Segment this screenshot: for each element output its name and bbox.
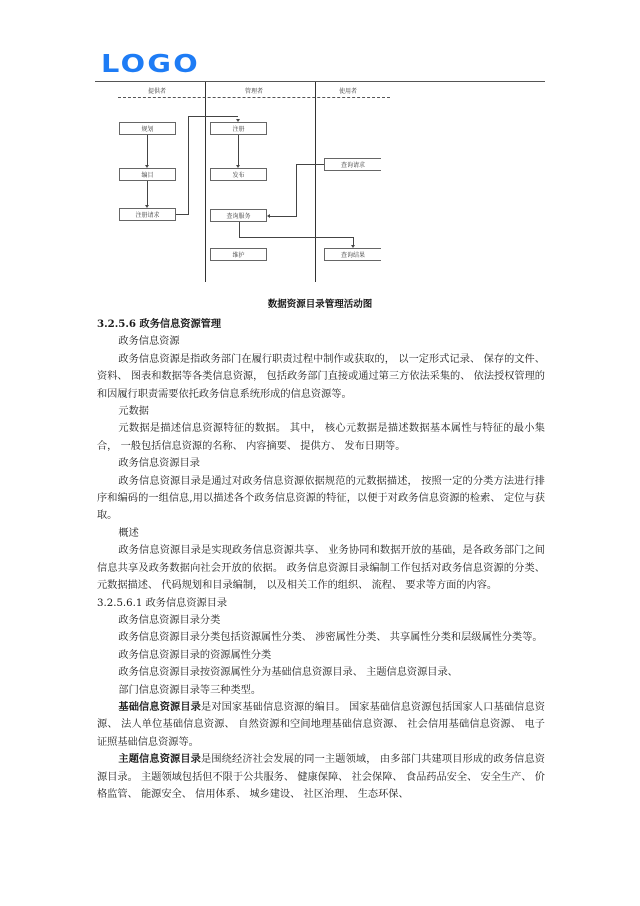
logo: LOGO	[101, 49, 200, 78]
term: 主题信息资源目录	[118, 753, 202, 766]
flow-line	[147, 135, 148, 165]
flow-line	[176, 214, 188, 215]
node-register-request: 注册请求	[119, 208, 176, 221]
document-blocks	[97, 333, 545, 803]
arrow-icon	[351, 245, 355, 248]
node-maintain: 维护	[210, 248, 267, 261]
node-publish: 发布	[210, 168, 267, 181]
arrow-icon	[236, 165, 240, 168]
node-plan: 规划	[119, 122, 176, 135]
arrow-icon	[145, 205, 149, 208]
activity-diagram	[95, 82, 415, 282]
subheading: 概述	[118, 527, 139, 539]
flow-line	[188, 116, 189, 215]
paragraph: 政务信息资源是指政务部门在履行职责过程中制作或获取的， 以一定形式记录、 保存的文件、 资料、 图表和数据等各类信息资源， 包括政务部门直接或通过第三方依法采集的、 依法授权管理的和因履行职责需要依托政务信息系统形成的信息资源等。	[97, 353, 545, 400]
node-query-request: 查询请求	[324, 158, 381, 171]
flow-line	[296, 164, 297, 216]
paragraph: 基础信息资源目录是对国家基础信息资源的编目。 国家基础信息资源包括国家人口基础信息资源、 法人单位基础信息资源、 自然资源和空间地理基础信息资源、 社会信用基础信息资源、 电子证照基础信息资源等。	[97, 700, 545, 748]
figure-caption: 数据资源目录管理活动图	[267, 299, 373, 310]
paragraph: 元数据是描述信息资源特征的数据。 其中， 核心元数据是描述数据基本属性与特征的最小集合， 一般包括信息资源的名称、 内容摘要、 提供方、 发布日期等。	[97, 423, 545, 452]
paragraph: 政务信息资源目录是通过对政务信息资源依据规范的元数据描述， 按照一定的分类方法进行排序和编码的一组信息,用以描述各个政务信息资源的特征，以便于对政务信息资源的检索、 定位与获取。	[97, 475, 545, 522]
flow-line	[270, 216, 297, 217]
section-heading: 3.2.5.6 政务信息资源管理	[97, 318, 222, 330]
flow-line	[188, 116, 238, 117]
lane-separator	[315, 82, 316, 282]
lane-label-provider: 提供者	[148, 88, 167, 95]
flow-line	[239, 237, 354, 238]
subheading: 政务信息资源目录按资源属性分为基础信息资源目录、 主题信息资源目录、	[118, 667, 458, 679]
document-body	[97, 316, 545, 803]
paragraph: 主题信息资源目录是围绕经济社会发展的同一主题领域， 由多部门共建项目形成的政务信息资源目录。 主题领域包括但不限于公共服务、 健康保障、 社会保障、 食品药品安全、 安全生产、 价格监管、 能源安全、 信用体系、 城乡建设、 社区治理、 生态环保、	[97, 753, 545, 800]
node-query-result: 查询结果	[324, 248, 381, 261]
subheading: 政务信息资源目录分类	[118, 614, 221, 626]
flow-line	[239, 222, 240, 237]
subheading: 政务信息资源	[118, 336, 180, 348]
subheading: 部门信息资源目录等三种类型。	[118, 684, 262, 696]
lane-label-manager: 管理者	[245, 88, 264, 95]
flow-line	[238, 135, 239, 165]
subheading: 元数据	[118, 406, 149, 418]
flow-line	[296, 164, 324, 165]
flow-line	[147, 181, 148, 205]
lane-header-divider	[118, 97, 390, 98]
lane-label-user: 使用者	[339, 88, 358, 95]
arrow-icon	[267, 214, 270, 218]
node-catalog: 编目	[119, 168, 176, 181]
paragraph: 政务信息资源目录是实现政务信息资源共享、 业务协同和数据开放的基础，是各政务部门之间信息共享及政务数据向社会开放的依据。 政务信息资源目录编制工作包括对政务信息资源的分类、 元数据描述、 代码规划和目录编制， 以及相关工作的组织、 流程、 要求等方面的内容。	[97, 545, 545, 592]
paragraph: 政务信息资源目录分类包括资源属性分类、 涉密属性分类、 共享属性分类和层级属性分类等。	[118, 632, 543, 644]
subsection-heading: 3.2.5.6.1 政务信息资源目录	[97, 597, 228, 609]
arrow-icon	[145, 165, 149, 168]
flow-line	[353, 237, 354, 245]
subheading: 政务信息资源目录的资源属性分类	[118, 649, 272, 661]
term: 基础信息资源目录	[118, 700, 202, 713]
lane-separator	[205, 82, 206, 282]
node-query-service: 查询服务	[210, 209, 267, 222]
node-register: 注册	[210, 122, 267, 135]
subheading: 政务信息资源目录	[118, 458, 200, 470]
